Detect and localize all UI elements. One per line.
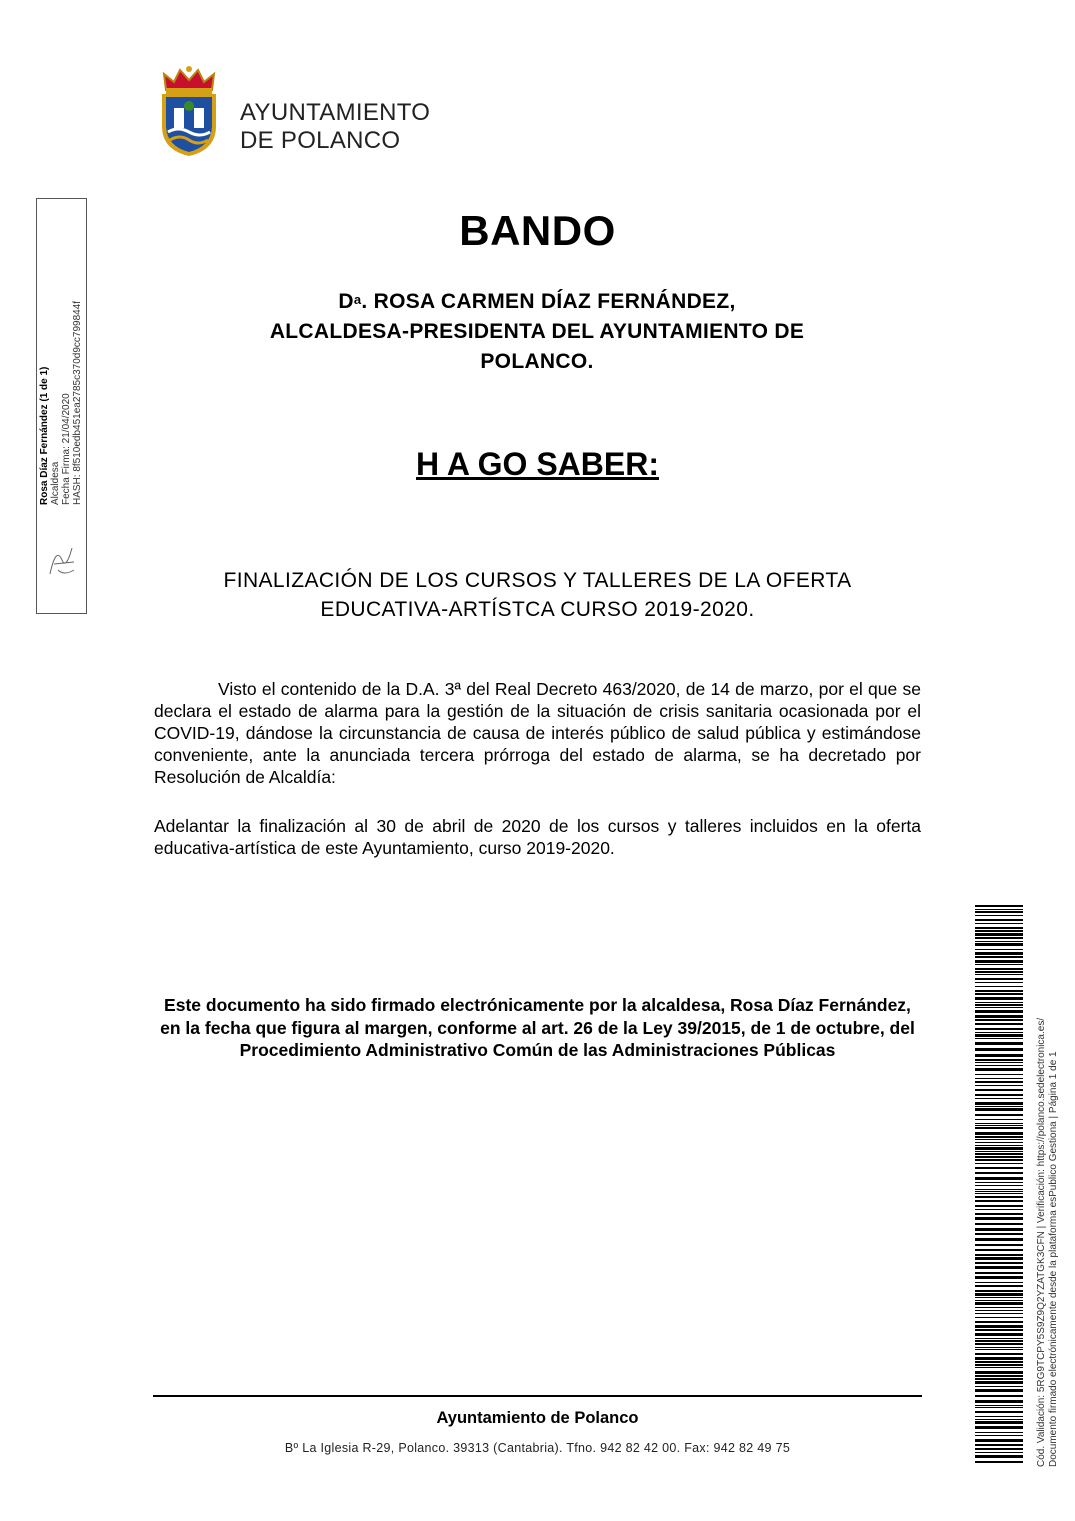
subject-line2: EDUCATIVA-ARTÍSTCA CURSO 2019-2020. [320,598,755,621]
body-paragraph-2: Adelantar la finalización al 30 de abril de 2020 de los cursos y talleres incluidos en la oferta educativa-artística de este Ayuntamiento, curso 2019-2020. [154,816,921,858]
mayor-prefix: D [338,290,354,313]
validation-code: Cód. Validación: 5RG9TCPY5S9Z9Q2YZATGK3CFN | Verificación: https://polanco.sedelectronica.es/ [1036,1017,1047,1467]
signer-role: Alcaldesa [50,461,61,505]
org-name-line2: DE POLANCO [240,127,401,154]
footer-address: Bº La Iglesia R-29, Polanco. 39313 (Cantabria). Tfno. 942 82 42 00. Fax: 942 82 49 75 [284,1441,791,1455]
validation-platform: Documento firmado electrónicamente desde la plataforma esPublico Gestiona | Página 1 de 1 [1047,1051,1059,1467]
subject-line1: FINALIZACIÓN DE LOS CURSOS Y TALLERES DE LA OFERTA [223,569,852,592]
subject [170,566,905,624]
mayor-line2: ALCALDESA-PRESIDENTA DEL AYUNTAMIENTO DE [269,320,805,343]
coat-of-arms-icon [158,64,220,160]
signer-name: Rosa Díaz Fernández (1 de 1) [39,366,50,505]
signature-scribble-icon [44,540,80,580]
mayor-prefix-sup: a [353,292,362,307]
section-heading: H A GO SABER: [416,446,659,482]
mayor-line3: POLANCO. [480,350,594,373]
footer-divider [153,1395,922,1397]
mayor-heading [187,287,887,377]
org-name [240,99,430,155]
signature-date: Fecha Firma: 21/04/2020 [61,393,72,505]
document-title: BANDO [459,207,616,254]
signature-hash: HASH: 8f510edb451ea2785c370d9cc799844f [72,300,83,505]
org-name-line1: AYUNTAMIENTO [240,99,431,126]
mayor-line1: . ROSA CARMEN DÍAZ FERNÁNDEZ, [361,290,736,313]
body-paragraph-1: Visto el contenido de la D.A. 3ª del Real Decreto 463/2020, de 14 de marzo, por el que se declara el estado de alarma para la gestión de la situación de crisis sanitaria ocasionada por el COVID-19, dándose la circunstancia de causa de interés público de salud pública y estimándose conveniente, ante la anunciada tercera prórroga del estado de alarma, se ha decretado por Resolución de Alcaldía: [154,679,921,787]
footer-org-name: Ayuntamiento de Polanco [436,1409,639,1427]
electronic-signature-note: Este documento ha sido firmado electrónicamente por la alcaldesa, Rosa Díaz Fernández, en la fecha que figura al margen, conforme al art. 26 de la Ley 39/2015, de 1 de octubre, del Procedimiento Administrativo Común de las Administraciones Públicas [160,995,915,1060]
barcode-icon [975,905,1023,1467]
